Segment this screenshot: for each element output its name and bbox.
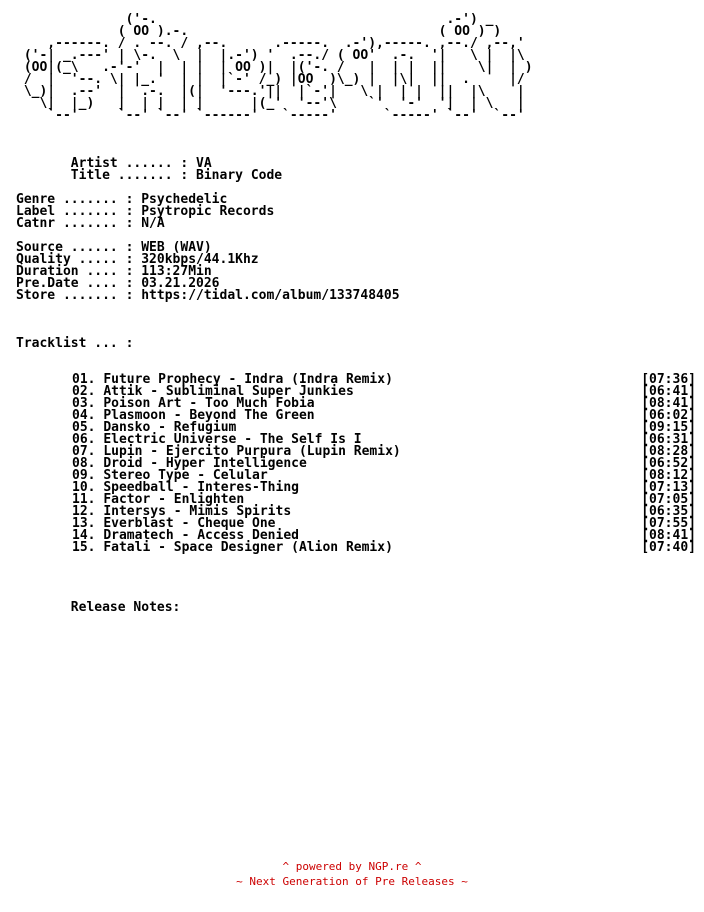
source-label: Source ...... : [16, 240, 134, 255]
track-name: Fatali - Space Designer (Alion Remix) [103, 540, 393, 555]
track-duration: [07:13] [641, 480, 696, 495]
predate-label: Pre.Date .... : [16, 276, 134, 291]
footer-powered-by: ^ powered by NGP.re ^ [282, 860, 422, 873]
footer-tagline: ~ Next Generation of Pre Releases ~ [236, 875, 468, 888]
artist-label: Artist ...... : [70, 156, 189, 171]
track-name: Everblast - Cheque One [103, 516, 276, 531]
track-number: 01. [72, 372, 96, 387]
track-name: Plasmoon - Beyond The Green [103, 408, 315, 423]
track-number: 10. [72, 480, 96, 495]
ascii-art-line: ('-. .-') _ [16, 12, 494, 27]
track-duration: [07:40] [641, 540, 696, 555]
duration-value: 113:27Min [141, 264, 212, 279]
track-name: Dansko - Refugium [103, 420, 237, 435]
label-label: Label ....... : [16, 204, 134, 219]
catnr-label: Catnr ....... : [16, 216, 134, 231]
track-duration: [08:12] [641, 468, 696, 483]
track-number: 14. [72, 528, 96, 543]
genre-value: Psychedelic [141, 192, 228, 207]
track-duration: [08:41] [641, 396, 696, 411]
track-duration: [06:52] [641, 456, 696, 471]
title-row [16, 170, 704, 182]
track-name: Lupin - Ejercito Purpura (Lupin Remix) [103, 444, 401, 459]
track-number: 03. [72, 396, 96, 411]
track-number: 08. [72, 456, 96, 471]
track-number: 11. [72, 492, 96, 507]
track-name: Speedball - Interes-Thing [103, 480, 299, 495]
track-number: 06. [72, 432, 96, 447]
track-duration: [07:55] [641, 516, 696, 531]
quality-value: 320kbps/44.1Khz [141, 252, 259, 267]
ascii-art-line: ( OO ).-. ( OO ) ) [16, 24, 502, 39]
track-duration: [06:31] [641, 432, 696, 447]
track-name: Factor - Enlighten [103, 492, 245, 507]
store-row [16, 290, 704, 302]
source-value: WEB (WAV) [141, 240, 212, 255]
track-title [72, 542, 393, 554]
track-duration: [06:02] [641, 408, 696, 423]
track-number: 02. [72, 384, 96, 399]
quality-label: Quality ..... : [16, 252, 134, 267]
track-name: Intersys - Mimis Spirits [103, 504, 292, 519]
nfo-document [16, 14, 704, 614]
falcon-ascii-logo [16, 14, 704, 122]
track-row [16, 542, 704, 554]
ascii-art-line: (OO|(_\ .-'-' | | | | OO )| |('-. / | | | || \| | ) [16, 60, 533, 75]
track-number: 12. [72, 504, 96, 519]
track-name: Stereo Type - Celular [103, 468, 268, 483]
track-name: Droid - Hyper Intelligence [103, 456, 307, 471]
track-name: Attik - Subliminal Super Junkies [103, 384, 354, 399]
track-number: 04. [72, 408, 96, 423]
ascii-art-line: \_)| .--' | .-. |(| '---.'|| |`-'| \ | | | || |\ | [16, 84, 525, 99]
predate-value: 03.21.2026 [141, 276, 220, 291]
track-duration: [06:41] [641, 384, 696, 399]
release-notes-label: Release Notes: [70, 600, 181, 615]
title-label: Title ....... : [70, 168, 189, 183]
artist-value: VA [196, 156, 212, 171]
track-duration: [09:15] [641, 420, 696, 435]
track-name: Future Prophecy - Indra (Indra Remix) [103, 372, 393, 387]
duration-label: Duration .... : [16, 264, 134, 279]
catnr-row [16, 218, 704, 230]
release-notes-heading [16, 602, 704, 614]
track-number: 07. [72, 444, 96, 459]
track-duration: [06:35] [641, 504, 696, 519]
ascii-art-line: / | '--. \| |_.' | | |`-' /_) |OO )\_) | |\| || . |/ [16, 72, 525, 87]
ascii-art-line: `--' `--' `--' `------' `-----' `-----' `--' `--' [16, 108, 525, 123]
track-duration: [07:05] [641, 492, 696, 507]
tracklist [16, 374, 704, 554]
track-duration: [08:41] [641, 528, 696, 543]
ascii-art-line: ('-| _.---' | \-. \ | |.-') ' .--./ ( OO' .-. '| \ | |\ [16, 48, 525, 63]
footer [0, 859, 704, 889]
store-label: Store ....... : [16, 288, 134, 303]
track-duration: [07:36] [641, 372, 696, 387]
ascii-art-line: \| |_) | | | | | |(_' '--'\ `' '-' '| | \ | [16, 96, 525, 111]
track-number: 15. [72, 540, 96, 555]
store-link[interactable]: https://tidal.com/album/133748405 [141, 288, 400, 303]
track-number: 05. [72, 420, 96, 435]
track-duration: [08:28] [641, 444, 696, 459]
title-value: Binary Code [196, 168, 283, 183]
track-number: 13. [72, 516, 96, 531]
track-name: Poison Art - Too Much Fobia [103, 396, 315, 411]
genre-label: Genre ....... : [16, 192, 134, 207]
track-name: Electric Universe - The Self Is I [103, 432, 362, 447]
catnr-value: N/A [141, 216, 165, 231]
ascii-art-line: ,------. / . --. / ,--. .-----. .-'),-----. ,--./ ,--,' [16, 36, 525, 51]
track-name: Dramatech - Access Denied [103, 528, 299, 543]
tracklist-heading: Tracklist ... : [16, 336, 134, 351]
label-value: Psytropic Records [141, 204, 275, 219]
track-number: 09. [72, 468, 96, 483]
